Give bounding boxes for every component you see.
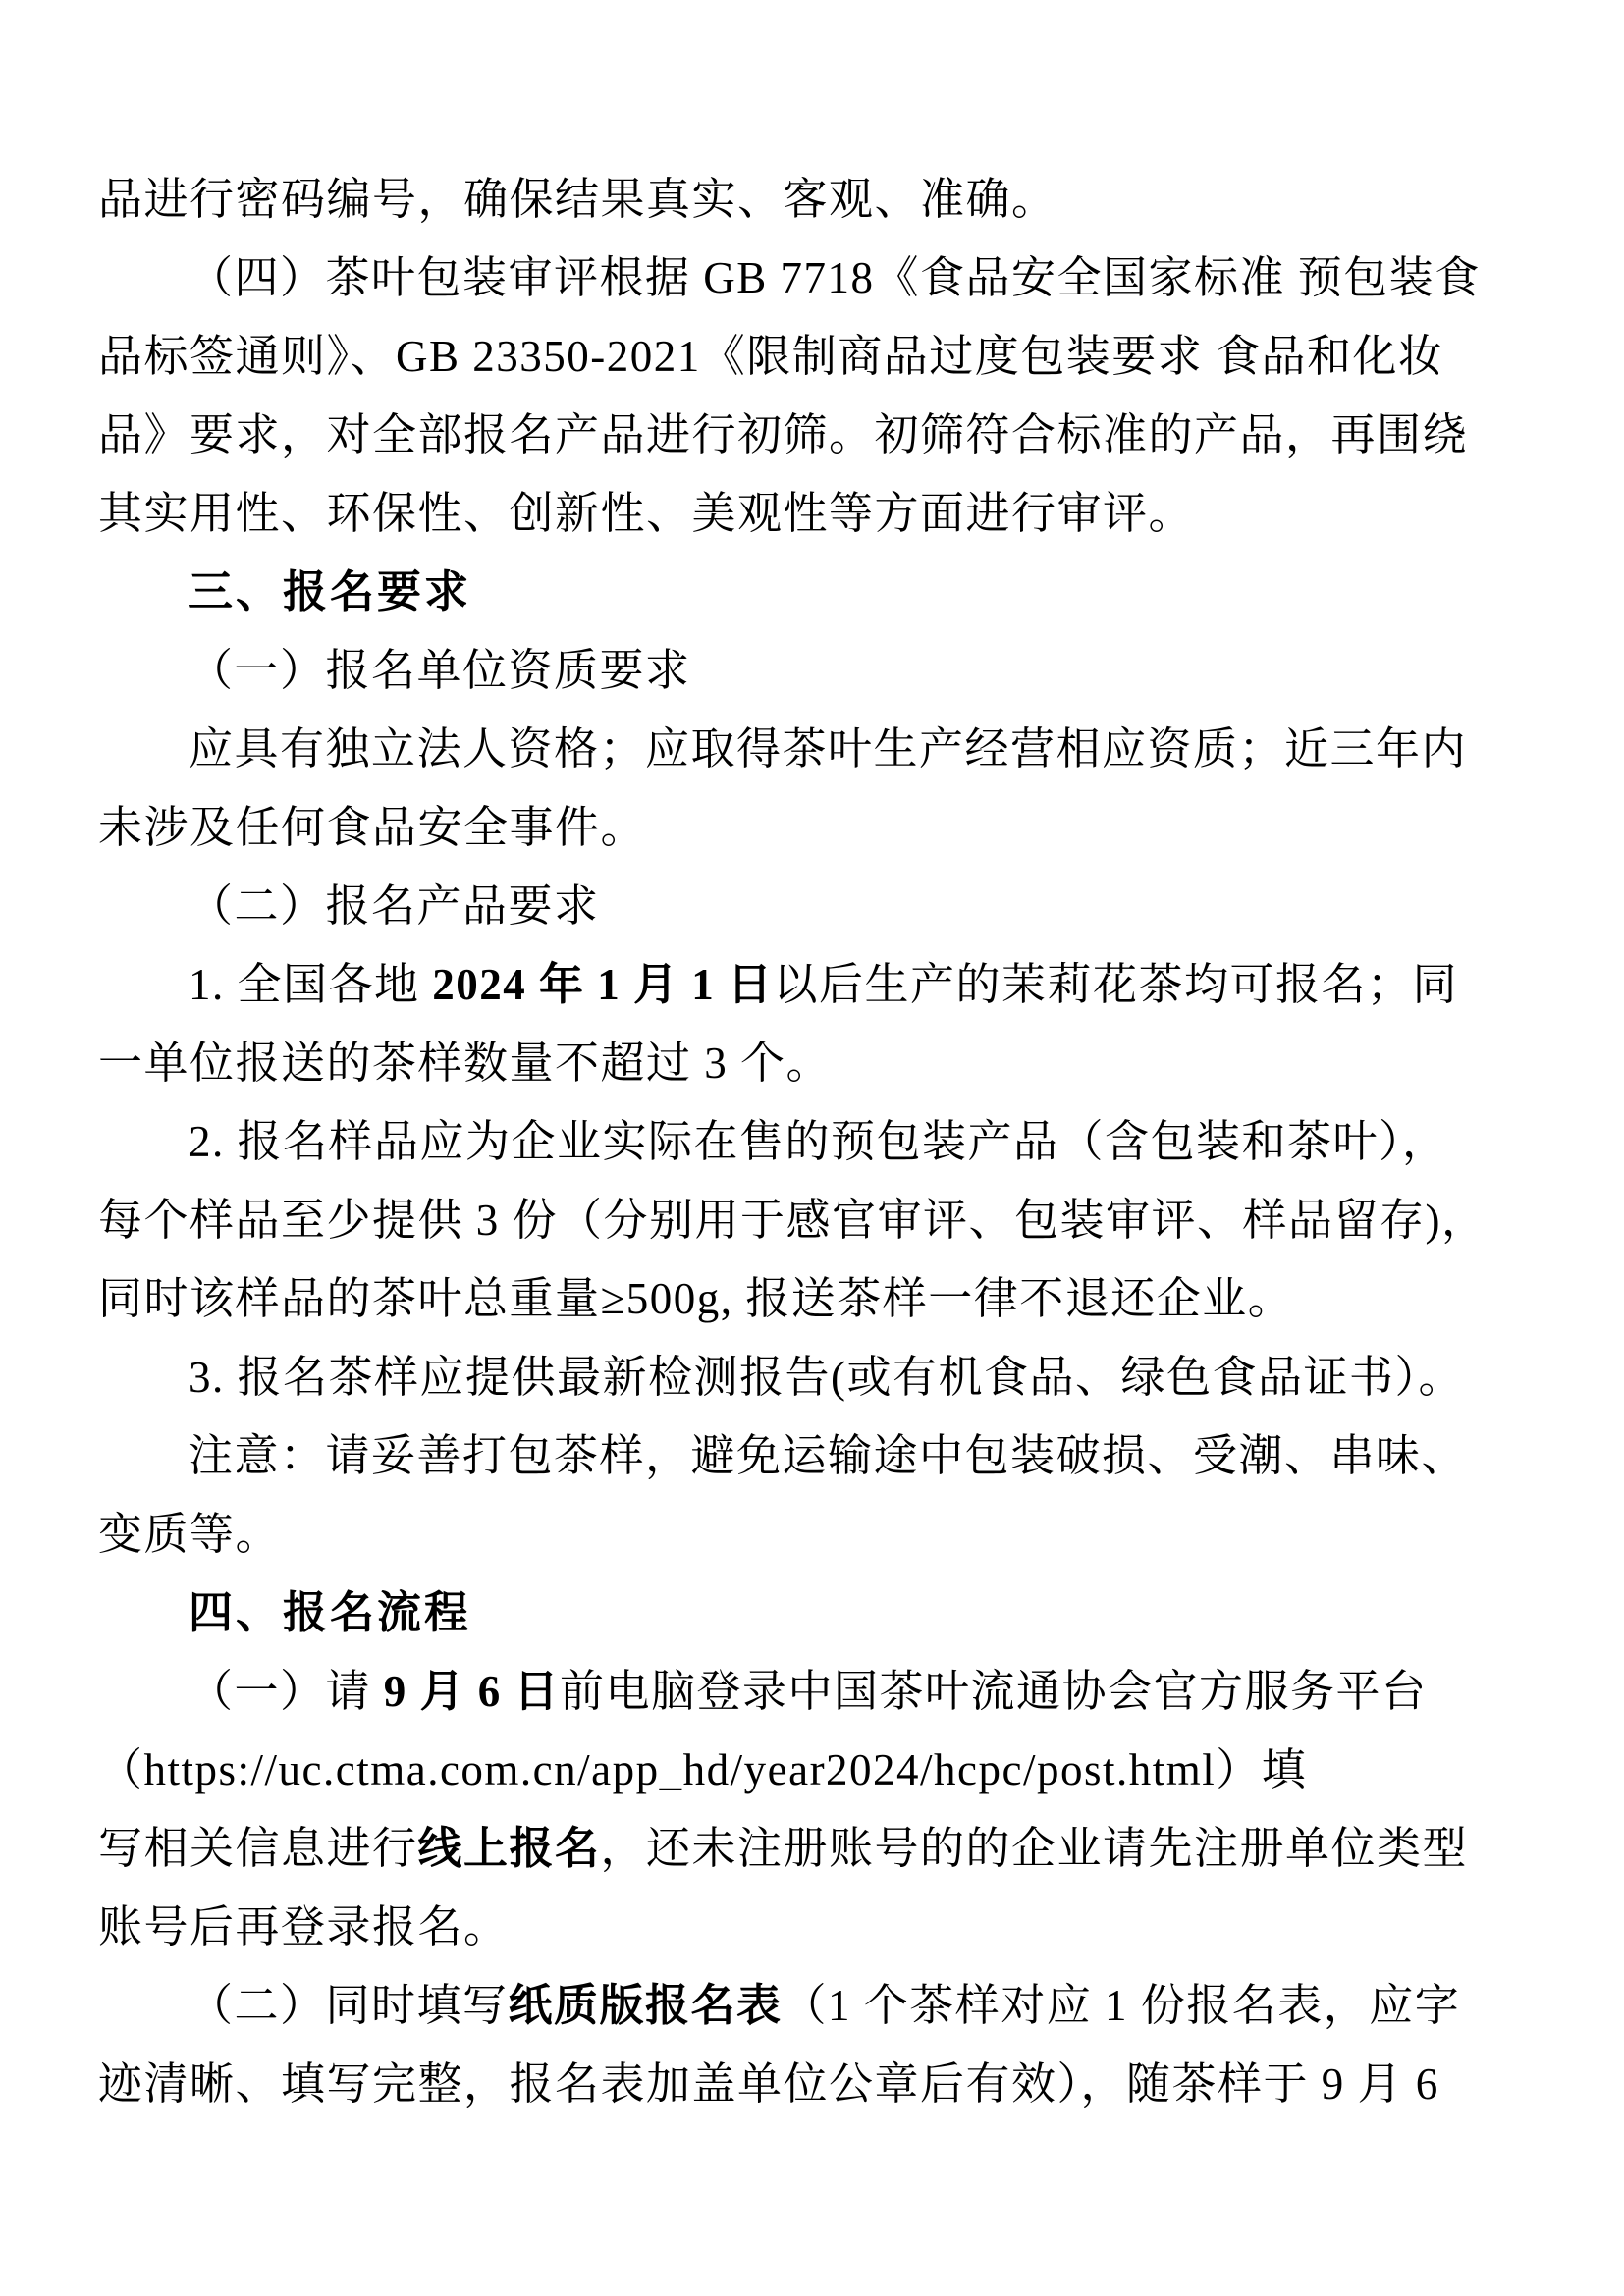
text-segment: 每个样品至少提供 3 份（分别用于感官审评、包装审评、样品留存)，: [98, 1196, 1488, 1245]
text-segment: 品进行密码编号，确保结果真实、客观、准确。: [98, 175, 1057, 224]
text-line: [98, 867, 1528, 945]
text-segment: 前电脑登录中国茶叶流通协会官方服务平台: [560, 1667, 1428, 1716]
text-line: [98, 1731, 1528, 1809]
text-segment: （二）同时填写: [189, 1981, 509, 2030]
text-line: [98, 2045, 1528, 2123]
text-segment: 未涉及任何食品安全事件。: [98, 803, 647, 852]
text-line: [98, 945, 1528, 1024]
text-line: [98, 1024, 1528, 1102]
document-body: [98, 160, 1528, 2123]
text-line: [98, 1102, 1528, 1181]
text-segment: 变质等。: [98, 1510, 282, 1559]
text-line: [98, 710, 1528, 788]
text-segment: 以后生产的茉莉花茶均可报名；同: [773, 960, 1459, 1009]
bold-text-segment: 9 月 6 日: [383, 1667, 561, 1716]
text-line: [98, 1495, 1528, 1574]
text-line: [98, 1416, 1528, 1495]
text-segment: 一单位报送的茶样数量不超过 3 个。: [98, 1039, 833, 1088]
text-line: [98, 631, 1528, 710]
text-segment: 品标签通则》、GB 23350-2021《限制商品过度包装要求 食品和化妆: [98, 332, 1444, 381]
bold-text-segment: 2024 年 1 月 1 日: [432, 960, 774, 1009]
text-line: [98, 474, 1528, 553]
bold-text-segment: 三、报名要求: [189, 566, 472, 616]
text-line: [98, 1338, 1528, 1416]
text-line: [98, 1259, 1528, 1338]
text-line: [98, 160, 1528, 239]
text-line: [98, 1809, 1528, 1888]
bold-text-segment: 四、报名流程: [189, 1587, 472, 1637]
text-segment: 1. 全国各地: [189, 960, 433, 1009]
bold-text-segment: 线上报名: [417, 1824, 601, 1873]
text-line: [98, 1888, 1528, 1966]
text-segment: （https://uc.ctma.com.cn/app_hd/year2024/hcpc/post.html）填: [98, 1745, 1308, 1794]
text-segment: 迹清晰、填写完整，报名表加盖单位公章后有效），随茶样于 9 月 6: [98, 2059, 1439, 2109]
text-segment: （一）报名单位资质要求: [189, 646, 691, 695]
text-line: [98, 1652, 1528, 1731]
text-segment: 应具有独立法人资格；应取得茶叶生产经营相应资质；近三年内: [189, 724, 1468, 774]
text-segment: （四）茶叶包装审评根据 GB 7718《食品安全国家标准 预包装食: [189, 253, 1481, 302]
section-heading: [98, 1574, 1528, 1652]
text-segment: 2. 报名样品应为企业实际在售的预包装产品（含包装和茶叶），: [189, 1117, 1448, 1166]
section-heading: [98, 553, 1528, 631]
text-segment: （二）报名产品要求: [189, 881, 600, 931]
text-line: [98, 396, 1528, 474]
text-segment: 3. 报名茶样应提供最新检测报告(或有机食品、绿色食品证书）。: [189, 1353, 1464, 1402]
text-segment: 品》要求，对全部报名产品进行初筛。初筛符合标准的产品，再围绕: [98, 410, 1469, 459]
text-segment: ，还未注册账号的的企业请先注册单位类型: [600, 1824, 1469, 1873]
text-line: [98, 317, 1528, 396]
text-segment: 写相关信息进行: [98, 1824, 418, 1873]
text-segment: （一）请: [189, 1667, 384, 1716]
text-line: [98, 1966, 1528, 2045]
text-line: [98, 788, 1528, 867]
text-segment: （1 个茶样对应 1 份报名表，应字: [782, 1981, 1461, 2030]
text-segment: 账号后再登录报名。: [98, 1902, 510, 1951]
text-line: [98, 1181, 1528, 1259]
text-line: [98, 239, 1528, 317]
text-segment: 注意：请妥善打包茶样，避免运输途中包装破损、受潮、串味、: [189, 1431, 1468, 1480]
bold-text-segment: 纸质版报名表: [508, 1981, 783, 2030]
text-segment: 同时该样品的茶叶总重量≥500g, 报送茶样一律不退还企业。: [98, 1274, 1294, 1323]
text-segment: 其实用性、环保性、创新性、美观性等方面进行审评。: [98, 489, 1195, 538]
